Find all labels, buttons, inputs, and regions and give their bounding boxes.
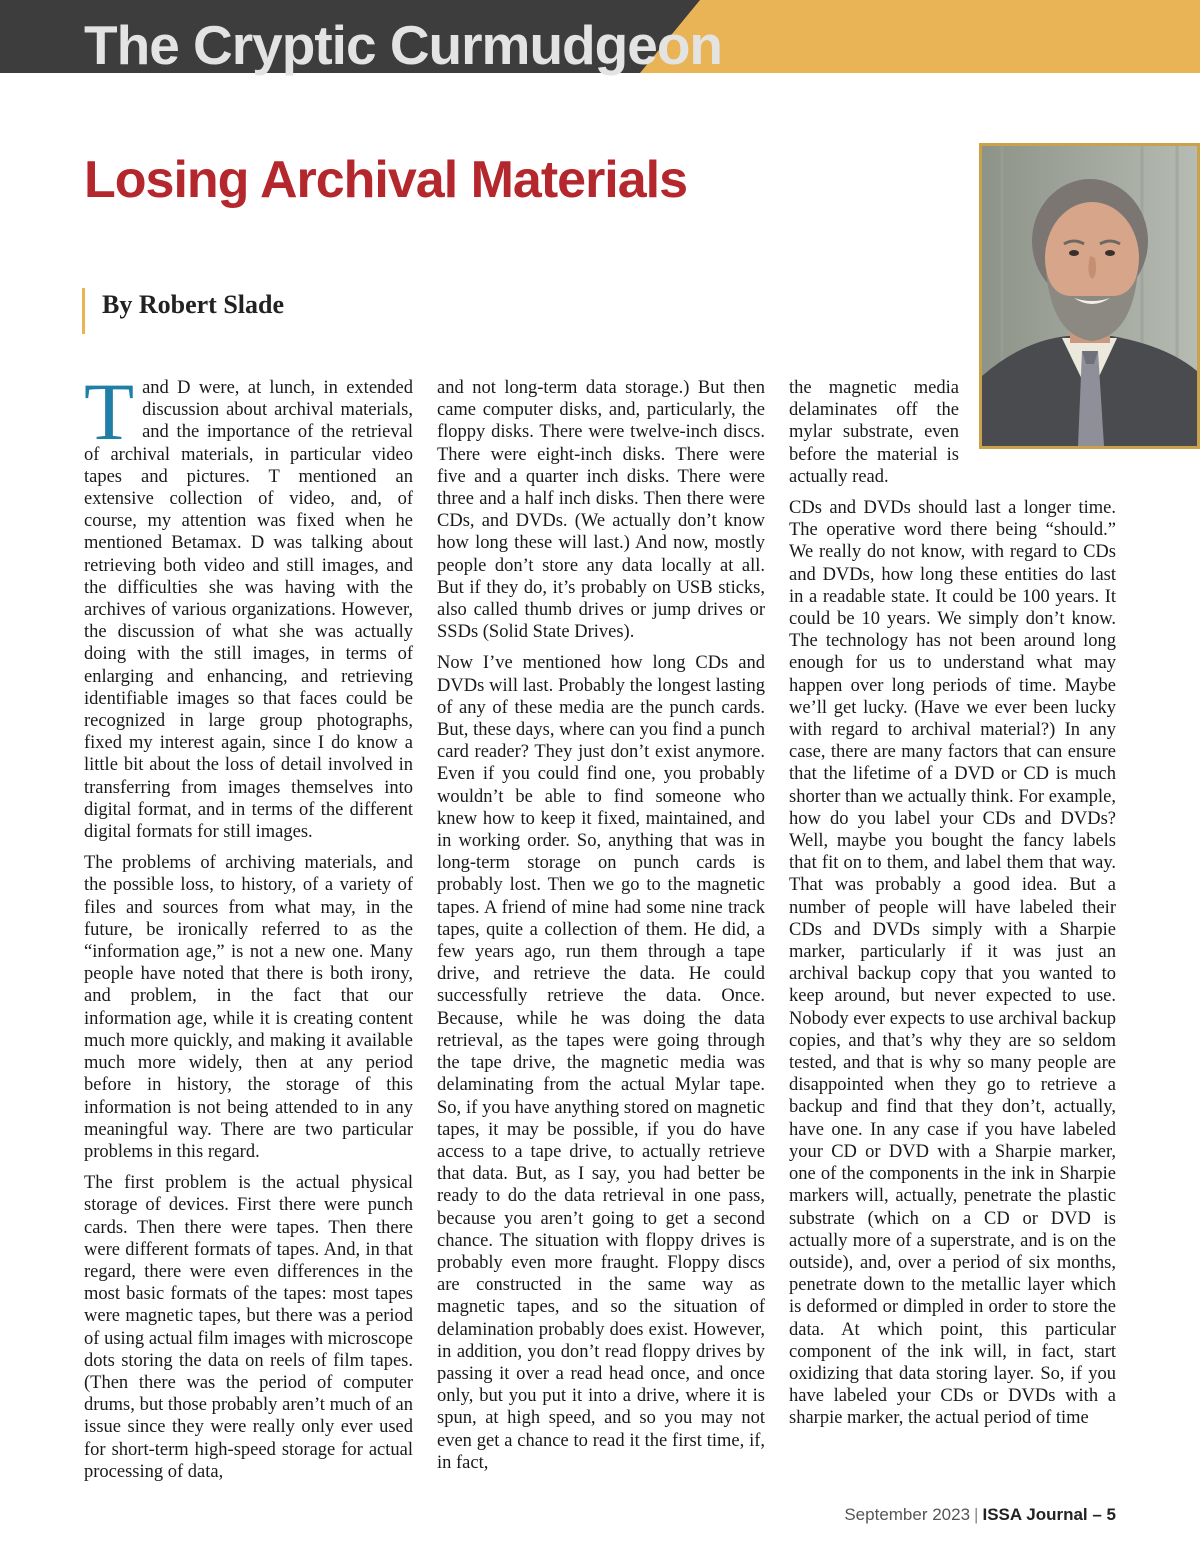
drop-cap: T <box>84 366 135 457</box>
footer-separator: | <box>974 1505 979 1524</box>
byline-text: By Robert Slade <box>102 290 284 319</box>
byline <box>82 288 284 334</box>
paragraph-2: The problems of archiving materials, and the possible loss, to history, of a variety of files and sources from what may, in the future, be ironically referred to as the “information age,” is not a new one. Many people have noted that there is both irony, and problem, in the fact that our information age, while it is creating content much more quickly, and making it available much more widely, then at any period before in history, the storage of this information is not being attended to in any meaningful way. There are two particular problems in this regard. <box>84 853 413 1162</box>
paragraph-1-text: and D were, at lunch, in extended discussion about archival materials, and the importance of the retrieval of archival materials, in particular video tapes and pictures. T mentioned an extensive collection of video, and, of course, my attention was fixed when he mentioned Betamax. D was talking about retrieving both video and still images, and the difficulties she was having with the archives of various organizations. However, the discussion of what she was actually doing with the still images, in terms of enlarging and enhancing, and retrieving identifiable images so that faces could be recognized in large group photographs, fixed my interest again, since I do know a little bit about the loss of detail involved in transferring from images themselves into digital format, and in terms of the different digital formats for still images. <box>84 378 413 843</box>
article-title: Losing Archival Materials <box>84 151 688 209</box>
author-photo <box>979 143 1200 449</box>
paragraph-4: and not long-term data storage.) But then came computer disks, and, particularly, the floppy disks. There were twelve-inch discs. There were eight-inch disks. There were five and a quarter inch disks. There were three and a half inch disks. Then there were CDs, and DVDs. (We actually don’t know how long these will last.) And now, mostly people don’t store any data locally at all. But if they do, it’s probably on USB sticks, also called thumb drives or jump drives or SSDs (Solid State Drives). <box>437 378 765 643</box>
page-footer <box>844 1505 1116 1525</box>
column-title: The Cryptic Curmudgeon <box>84 14 723 76</box>
paragraph-7: CDs and DVDs should last a longer time. The operative word there being “should.” We really do not know, with regard to CDs and DVDs, how long these entities do last in a readable state. It could be 100 years. It could be 10 years. We simply don’t know. The technology has not been around long enough for us to understand what may happen over long periods of time. Maybe we’ll get lucky. (Have we ever been lucky with regard to archival material?) In any case, there are many factors that can ensure that the lifetime of a DVD or CD is much shorter than we actually think. For example, how do you label your CDs and DVDs? Well, maybe you bought the fancy labels that fit on to them, and label them that way. That was probably a good idea. But a number of people will have labeled their CDs and DVDs simply with a Sharpie marker, particularly if it was just an archival backup copy that you wanted to keep around, but never expected to use. Nobody ever expects to use archival backup copies, and that’s why they are so seldom tested, and that is why so many people are disappointed when they go to retrieve a backup and find that they don’t, actually, have one. In any case if you have labeled your CD or DVD with a Sharpie marker, one of the components in the ink in Sharpie markers will, actually, penetrate the plastic substrate (which on a CD or DVD is actually more of a superstrate, and is on the outside), and, over a period of six months, penetrate down to the metallic layer which is deformed or dimpled in order to store the data. At which point, this particular component of the ink will, in fact, start oxidizing that data storing layer. So, if you have labeled your CDs or DVDs with a sharpie marker, the actual period of time <box>789 498 1116 1429</box>
article-column-2 <box>437 377 765 1483</box>
paragraph-1 <box>84 366 413 843</box>
article-column-3 <box>789 497 1116 1439</box>
paragraph-3: The first problem is the actual physical storage of devices. First there were punch cards. Then there were tapes. Then there were different formats of tapes. And, in that regard, there were even differences in the most basic formats of the tapes: most tapes were magnetic tapes, but there was a period of using actual film images with microscope dots storing the data on reels of film tapes. (Then there was the period of computer drums, but those probably aren’t much of an issue since they were really only ever used for short-term high-speed storage for actual processing of data, <box>84 1173 413 1482</box>
paragraph-5: Now I’ve mentioned how long CDs and DVDs will last. Probably the longest lasting of any of these media are the punch cards. But, these days, where can you find a punch card reader? They just don’t exist anymore. Even if you could find one, you probably wouldn’t be able to find someone who knew how to keep it fixed, maintained, and in working order. So, anything that was in long-term storage on punch cards is probably lost. Then we go to the magnetic tapes. A friend of mine had some nine track tapes, quite a collection of them. He did, a few years ago, run them through a tape drive, and retrieve the data. He could successfully retrieve the data. Once. Because, while he was doing the data retrieval, as the tapes were going through the tape drive, the magnetic media was delaminating from the actual Mylar tape. So, if you have anything stored on magnetic tapes, it may be possible, if you do have access to a tape drive, to actually retrieve that data. But, as I say, you had better be ready to do the data retrieval in one pass, because you aren’t going to get a second chance. The situation with floppy drives is probably even more fraught. Floppy discs are constructed in the same way as magnetic tapes, and so the situation of delamination probably does exist. However, in addition, you don’t read floppy drives by passing it over a read head once, and once only, but you put it into a drive, where it is spun, at high speed, and so you may not even get a chance to read it the first time, if, in fact, <box>437 653 765 1473</box>
footer-date: September 2023 <box>844 1505 971 1524</box>
footer-publication: ISSA Journal – 5 <box>982 1505 1116 1524</box>
paragraph-6: the magnetic media delaminates off the mylar substrate, even before the material is actually read. <box>789 378 959 487</box>
article-column-1 <box>84 366 413 1492</box>
article-column-3-top <box>789 377 959 497</box>
